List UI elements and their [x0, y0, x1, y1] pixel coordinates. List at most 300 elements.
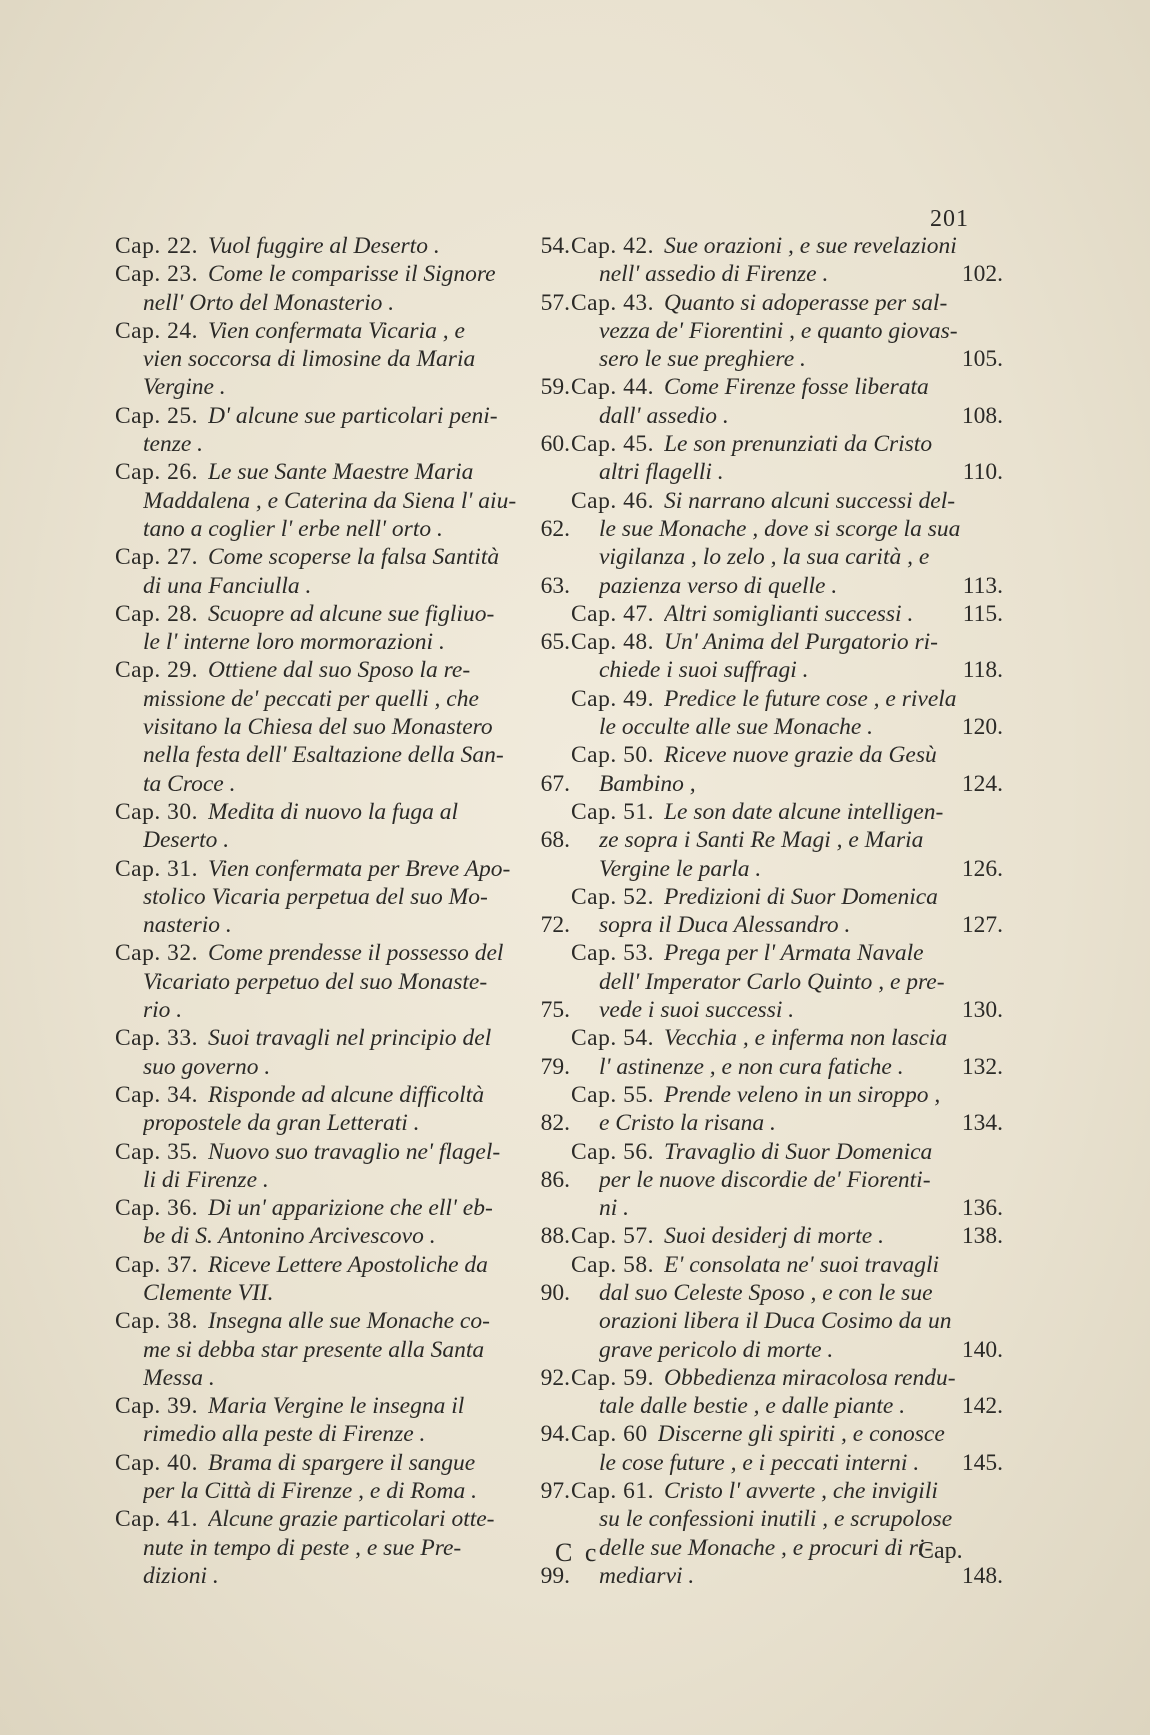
toc-line — [571, 1194, 1003, 1222]
chapter-title-continued: tenze . — [143, 431, 204, 458]
toc-entry — [115, 1251, 570, 1308]
chapter-number: Cap. 50. — [571, 742, 654, 769]
page-reference: 105. — [961, 346, 1003, 373]
page-reference: 136. — [961, 1195, 1003, 1222]
chapter-title-continued: le occulte alle sue Monache . — [599, 714, 874, 741]
chapter-title: Nuovo suo travaglio ne' flagel- — [207, 1138, 501, 1165]
toc-entry — [115, 656, 570, 797]
toc-line — [571, 656, 1003, 684]
toc-line — [115, 1364, 570, 1392]
chapter-title: Vien confermata Vicaria , e — [207, 317, 465, 344]
toc-line — [115, 1477, 570, 1505]
chapter-title-continued: su le confessioni inutili , e scrupolose — [599, 1506, 953, 1533]
page-reference: 68. — [540, 827, 570, 854]
chapter-number: Cap. 26. — [115, 459, 198, 486]
chapter-title: Quanto si adoperasse per sal- — [663, 289, 948, 316]
toc-line — [115, 713, 570, 741]
chapter-title-continued: tale dalle bestie , e dalle piante . — [599, 1393, 906, 1420]
toc-line — [115, 968, 570, 996]
toc-line — [571, 685, 1003, 713]
toc-entry — [571, 741, 1003, 798]
chapter-title-continued: vezza de' Fiorentini , e quanto giovas- — [599, 317, 958, 344]
chapter-number: Cap. 30. — [115, 798, 198, 825]
toc-line — [115, 770, 570, 798]
chapter-title-continued: visitano la Chiesa del suo Monastero — [143, 714, 493, 741]
toc-line — [571, 1336, 1003, 1364]
toc-line — [571, 600, 1003, 628]
toc-line — [115, 685, 570, 713]
chapter-title: Prega per l' Armata Navale — [663, 940, 924, 967]
chapter-title-continued: di una Fanciulla . — [143, 572, 312, 599]
page-reference: 79. — [540, 1053, 570, 1080]
chapter-number: Cap. 40. — [115, 1449, 198, 1476]
toc-line — [571, 1024, 1003, 1052]
chapter-title: Ottiene dal suo Sposo la re- — [207, 657, 471, 684]
chapter-number: Cap. 29. — [115, 657, 198, 684]
toc-line — [571, 628, 1003, 656]
chapter-title: Suoi desiderj di morte . — [663, 1223, 884, 1250]
toc-entry — [115, 1081, 570, 1138]
chapter-title: Alcune grazie particolari otte- — [207, 1506, 495, 1533]
chapter-title-continued: propostele da gran Letterati . — [143, 1110, 420, 1137]
toc-line — [115, 1081, 570, 1109]
toc-line — [571, 1138, 1003, 1166]
toc-line — [571, 430, 1003, 458]
chapter-title-continued: le cose future , e i peccati interni . — [599, 1449, 920, 1476]
toc-entry — [571, 600, 1003, 628]
toc-line — [115, 572, 570, 600]
chapter-title: Come prendesse il possesso del — [207, 940, 504, 967]
chapter-title-continued: Deserto . — [143, 827, 230, 854]
page-reference: 120. — [961, 714, 1003, 741]
chapter-title-continued: per le nuove discordie de' Fiorenti- — [599, 1166, 931, 1193]
toc-line — [571, 1420, 1003, 1448]
toc-line — [115, 289, 570, 317]
chapter-number: Cap. 37. — [115, 1251, 198, 1278]
toc-line — [571, 1364, 1003, 1392]
chapter-title-continued: vede i suoi successi . — [599, 997, 795, 1024]
chapter-number: Cap. 48. — [571, 629, 654, 656]
chapter-title: Insegna alle sue Monache co- — [207, 1308, 490, 1335]
toc-line — [115, 883, 570, 911]
toc-entry — [571, 1222, 1003, 1250]
chapter-number: Cap. 44. — [571, 374, 654, 401]
chapter-title: Brama di spargere il sangue — [207, 1449, 476, 1476]
toc-line — [571, 1053, 1003, 1081]
toc-entry — [115, 1138, 570, 1195]
chapter-number: Cap. 42. — [571, 233, 654, 259]
page-reference: 130. — [961, 997, 1003, 1024]
chapter-number: Cap. 47. — [571, 600, 654, 627]
chapter-number: Cap. 51. — [571, 798, 654, 825]
toc-entry — [571, 798, 1003, 883]
toc-line — [571, 487, 1003, 515]
chapter-title-continued: dal suo Celeste Sposo , e con le sue — [599, 1279, 933, 1306]
toc-entry — [571, 883, 1003, 940]
page-reference: 140. — [961, 1336, 1003, 1363]
chapter-title-continued: Maddalena , e Caterina da Siena l' aiu- — [143, 487, 517, 514]
chapter-title-continued: pazienza verso di quelle . — [599, 572, 838, 599]
chapter-title: Travaglio di Suor Domenica — [663, 1138, 933, 1165]
page-reference: 118. — [962, 657, 1003, 684]
toc-line — [571, 1166, 1003, 1194]
chapter-title-continued: vien soccorsa di limosine da Maria — [143, 346, 476, 373]
toc-line — [115, 1505, 570, 1533]
chapter-title-continued: be di S. Antonino Arcivescovo . — [143, 1223, 436, 1250]
toc-line — [115, 1392, 570, 1420]
toc-line — [115, 656, 570, 684]
chapter-title-continued: grave pericolo di morte . — [599, 1336, 834, 1363]
chapter-title: Vien confermata per Breve Apo- — [207, 855, 511, 882]
chapter-title-continued: Bambino , — [599, 770, 696, 797]
page-reference: 75. — [540, 997, 570, 1024]
toc-line — [571, 1562, 1003, 1590]
chapter-number: Cap. 28. — [115, 600, 198, 627]
chapter-title: Riceve Lettere Apostoliche da — [207, 1251, 488, 1278]
chapter-title: Scuopre ad alcune sue figliuo- — [207, 600, 495, 627]
chapter-title-continued: nella festa dell' Esaltazione della San- — [143, 742, 504, 769]
chapter-title: Maria Vergine le insegna il — [207, 1393, 465, 1420]
toc-line — [571, 373, 1003, 401]
chapter-number: Cap. 49. — [571, 685, 654, 712]
toc-entry — [571, 232, 1003, 289]
page-reference: 124. — [961, 770, 1003, 797]
chapter-title: Si narrano alcuni successi del- — [663, 487, 956, 514]
toc-entry — [571, 289, 1003, 374]
toc-line — [571, 1279, 1003, 1307]
right-column — [571, 232, 1003, 1590]
chapter-title-continued: le sue Monache , dove si scorge la sua — [599, 515, 961, 542]
chapter-number: Cap. 53. — [571, 940, 654, 967]
chapter-title: Le sue Sante Maestre Maria — [207, 459, 474, 486]
page-reference: 86. — [540, 1166, 570, 1193]
page-reference: 115. — [962, 600, 1003, 627]
toc-line — [115, 1109, 570, 1137]
page-reference: 67. — [540, 770, 570, 797]
chapter-number: Cap. 25. — [115, 402, 198, 429]
toc-entry — [571, 1477, 1003, 1590]
toc-entry — [115, 1449, 570, 1506]
toc-entry — [571, 1024, 1003, 1081]
chapter-title: Prende veleno in un siroppo , — [663, 1081, 941, 1108]
toc-line — [571, 1505, 1003, 1533]
toc-line — [571, 968, 1003, 996]
page-reference: 57. — [540, 289, 570, 316]
chapter-number: Cap. 24. — [115, 317, 198, 344]
chapter-title: D' alcune sue particolari peni- — [207, 402, 498, 429]
toc-line — [115, 260, 570, 288]
page-reference: 99. — [540, 1562, 570, 1589]
page-number: 201 — [930, 206, 969, 232]
toc-line — [115, 232, 570, 260]
toc-line — [571, 1251, 1003, 1279]
toc-line — [115, 458, 570, 486]
toc-line — [571, 289, 1003, 317]
toc-line — [115, 1194, 570, 1222]
page-reference: 97. — [540, 1478, 570, 1505]
page-reference: 94. — [540, 1421, 570, 1448]
chapter-number: Cap. 58. — [571, 1251, 654, 1278]
page-reference: 102. — [961, 261, 1003, 288]
chapter-title-continued: Vicariato perpetuo del suo Monaste- — [143, 968, 488, 995]
toc-entry — [115, 1024, 570, 1081]
page-reference: 59. — [540, 374, 570, 401]
page-reference: 142. — [961, 1393, 1003, 1420]
toc-line — [115, 741, 570, 769]
chapter-number: Cap. 46. — [571, 487, 654, 514]
chapter-number: Cap. 41. — [115, 1506, 198, 1533]
toc-line — [571, 996, 1003, 1024]
toc-line — [571, 515, 1003, 543]
toc-line — [571, 1449, 1003, 1477]
toc-line — [571, 232, 1003, 260]
chapter-number: Cap. 61. — [571, 1478, 654, 1505]
toc-line — [115, 798, 570, 826]
toc-line — [571, 1222, 1003, 1250]
toc-line — [115, 600, 570, 628]
chapter-number: Cap. 55. — [571, 1081, 654, 1108]
chapter-title: Discerne gli spiriti , e conosce — [657, 1421, 945, 1448]
chapter-title: Predizioni di Suor Domenica — [663, 883, 938, 910]
toc-line — [115, 543, 570, 571]
chapter-title-continued: per la Città di Firenze , e di Roma . — [143, 1478, 477, 1505]
chapter-title-continued: mediarvi . — [599, 1562, 695, 1589]
toc-line — [571, 1307, 1003, 1335]
catchword: Cap. — [918, 1538, 963, 1564]
toc-line — [571, 911, 1003, 939]
toc-line — [571, 798, 1003, 826]
page-reference: 88. — [540, 1223, 570, 1250]
chapter-title-continued: nell' assedio di Firenze . — [599, 261, 829, 288]
toc-line — [115, 1166, 570, 1194]
chapter-title-continued: ni . — [599, 1195, 630, 1222]
toc-entry — [115, 1307, 570, 1392]
page-reference: 63. — [540, 572, 570, 599]
toc-line — [571, 826, 1003, 854]
chapter-number: Cap. 33. — [115, 1025, 198, 1052]
toc-line — [115, 996, 570, 1024]
chapter-title-continued: dall' assedio . — [599, 402, 729, 429]
chapter-number: Cap. 59. — [571, 1364, 654, 1391]
toc-line — [571, 345, 1003, 373]
chapter-title-continued: ta Croce . — [143, 770, 236, 797]
chapter-title-continued: sero le sue preghiere . — [599, 346, 806, 373]
chapter-number: Cap. 27. — [115, 544, 198, 571]
chapter-number: Cap. 56. — [571, 1138, 654, 1165]
chapter-title: Di un' apparizione che ell' eb- — [207, 1195, 493, 1222]
page-reference: 92. — [540, 1364, 570, 1391]
toc-entry — [571, 1251, 1003, 1364]
chapter-title-continued: rio . — [143, 997, 183, 1024]
chapter-title-continued: Vergine le parla . — [599, 855, 762, 882]
left-column — [115, 232, 570, 1590]
chapter-number: Cap. 43. — [571, 289, 654, 316]
toc-line — [571, 939, 1003, 967]
chapter-number: Cap. 22. — [115, 233, 198, 259]
chapter-title-continued: delle sue Monache , e procuri di ri- — [599, 1534, 933, 1561]
toc-entry — [571, 373, 1003, 430]
toc-line — [115, 1307, 570, 1335]
chapter-title: Altri somiglianti successi . — [663, 600, 914, 627]
chapter-title: Un' Anima del Purgatorio ri- — [663, 629, 938, 656]
page-reference: 138. — [961, 1223, 1003, 1250]
page-reference: 132. — [961, 1053, 1003, 1080]
toc-line — [571, 543, 1003, 571]
chapter-number: Cap. 39. — [115, 1393, 198, 1420]
chapter-title: Obbedienza miracolosa rendu- — [663, 1364, 956, 1391]
page-reference: 108. — [961, 402, 1003, 429]
chapter-number: Cap. 57. — [571, 1223, 654, 1250]
toc-line — [571, 1477, 1003, 1505]
toc-line — [115, 855, 570, 883]
toc-entry — [115, 458, 570, 543]
chapter-title: Suoi travagli nel principio del — [207, 1025, 492, 1052]
toc-line — [115, 826, 570, 854]
toc-line — [115, 911, 570, 939]
toc-line — [115, 1279, 570, 1307]
toc-line — [115, 487, 570, 515]
toc-line — [115, 628, 570, 656]
chapter-number: Cap. 32. — [115, 940, 198, 967]
chapter-title: Vuol fuggire al Deserto . — [207, 233, 440, 259]
chapter-title-continued: altri flagelli . — [599, 459, 724, 486]
chapter-title-continued: nasterio . — [143, 912, 232, 939]
page-reference: 72. — [540, 912, 570, 939]
toc-entry — [571, 1138, 1003, 1223]
toc-entry — [115, 1194, 570, 1251]
toc-line — [115, 345, 570, 373]
page-reference: 65. — [540, 629, 570, 656]
toc-line — [115, 317, 570, 345]
chapter-title: Come le comparisse il Signore — [207, 261, 496, 288]
toc-line — [571, 713, 1003, 741]
chapter-number: Cap. 31. — [115, 855, 198, 882]
chapter-title-continued: stolico Vicaria perpetua del suo Mo- — [143, 883, 488, 910]
page-reference: 145. — [961, 1449, 1003, 1476]
toc-line — [571, 402, 1003, 430]
toc-line — [115, 373, 570, 401]
toc-entry — [571, 487, 1003, 600]
page-reference: 134. — [961, 1110, 1003, 1137]
page-reference: 90. — [540, 1279, 570, 1306]
chapter-title: Vecchia , e inferma non lascia — [663, 1025, 948, 1052]
toc-line — [571, 317, 1003, 345]
page-reference: 110. — [962, 459, 1003, 486]
toc-line — [115, 430, 570, 458]
chapter-title: Risponde ad alcune difficoltà — [207, 1081, 485, 1108]
chapter-title: Le son prenunziati da Cristo — [663, 431, 933, 458]
toc-entry — [115, 600, 570, 657]
chapter-title-continued: me si debba star presente alla Santa — [143, 1336, 485, 1363]
toc-entry — [115, 939, 570, 1024]
chapter-title: Predice le future cose , e rivela — [663, 685, 957, 712]
toc-entry — [115, 798, 570, 855]
chapter-number: Cap. 45. — [571, 431, 654, 458]
printer-signature: C c — [555, 1538, 600, 1567]
page-reference: 82. — [540, 1110, 570, 1137]
toc-entry — [571, 1081, 1003, 1138]
toc-line — [115, 1336, 570, 1364]
chapter-title-continued: dell' Imperator Carlo Quinto , e pre- — [599, 968, 945, 995]
toc-line — [571, 855, 1003, 883]
toc-line — [571, 883, 1003, 911]
toc-line — [115, 1053, 570, 1081]
toc-entry — [571, 1420, 1003, 1477]
chapter-title: Cristo l' avverte , che invigili — [663, 1478, 938, 1505]
chapter-number: Cap. 35. — [115, 1138, 198, 1165]
chapter-title-continued: Messa . — [143, 1364, 215, 1391]
toc-line — [115, 1138, 570, 1166]
chapter-title: E' consolata ne' suoi travagli — [663, 1251, 940, 1278]
toc-entry — [115, 1505, 570, 1590]
chapter-number: Cap. 23. — [115, 261, 198, 288]
toc-line — [115, 1251, 570, 1279]
chapter-number: Cap. 60 — [571, 1421, 648, 1448]
chapter-title-continued: sopra il Duca Alessandro . — [599, 912, 851, 939]
toc-line — [571, 770, 1003, 798]
chapter-title-continued: li di Firenze . — [143, 1166, 269, 1193]
toc-entry — [115, 543, 570, 600]
toc-entry — [571, 430, 1003, 487]
chapter-title-continued: l' astinenze , e non cura fatiche . — [599, 1053, 904, 1080]
page-reference: 54. — [540, 233, 570, 259]
chapter-title-continued: Clemente VII. — [143, 1279, 274, 1306]
toc-line — [115, 402, 570, 430]
toc-line — [571, 260, 1003, 288]
toc-line — [115, 1222, 570, 1250]
chapter-number: Cap. 34. — [115, 1081, 198, 1108]
toc-entry — [115, 317, 570, 402]
toc-line — [571, 1109, 1003, 1137]
chapter-number: Cap. 54. — [571, 1025, 654, 1052]
toc-entry — [115, 260, 570, 317]
chapter-title-continued: ze sopra i Santi Re Magi , e Maria — [599, 827, 924, 854]
chapter-title: Come scoperse la falsa Santità — [207, 544, 500, 571]
chapter-title: Le son date alcune intelligen- — [663, 798, 944, 825]
toc-line — [115, 1420, 570, 1448]
toc-line — [571, 458, 1003, 486]
page-reference: 60. — [540, 431, 570, 458]
page-reference: 62. — [540, 515, 570, 542]
toc-line — [571, 1081, 1003, 1109]
chapter-title-continued: le l' interne loro mormorazioni . — [143, 629, 445, 656]
toc-line — [571, 572, 1003, 600]
chapter-title-continued: nell' Orto del Monasterio . — [143, 289, 395, 316]
toc-line — [115, 1534, 570, 1562]
chapter-number: Cap. 38. — [115, 1308, 198, 1335]
chapter-title-continued: missione de' peccati per quelli , che — [143, 685, 479, 712]
toc-line — [571, 1392, 1003, 1420]
toc-entry — [115, 855, 570, 940]
toc-entry — [115, 1392, 570, 1449]
chapter-title: Sue orazioni , e sue revelazioni — [663, 233, 957, 259]
chapter-title-continued: orazioni libera il Duca Cosimo da un — [599, 1308, 952, 1335]
chapter-title-continued: dizioni . — [143, 1562, 219, 1589]
toc-line — [115, 1449, 570, 1477]
chapter-title: Medita di nuovo la fuga al — [207, 798, 458, 825]
chapter-title-continued: rimedio alla peste di Firenze . — [143, 1421, 426, 1448]
toc-entry — [571, 628, 1003, 685]
chapter-title-continued: e Cristo la risana . — [599, 1110, 776, 1137]
page-reference: 148. — [961, 1562, 1003, 1589]
toc-line — [571, 741, 1003, 769]
chapter-title-continued: tano a coglier l' erbe nell' orto . — [143, 515, 443, 542]
page-reference: 126. — [961, 855, 1003, 882]
chapter-title: Come Firenze fosse liberata — [663, 374, 929, 401]
toc-line — [115, 1024, 570, 1052]
toc-entry — [115, 402, 570, 459]
page-reference: 127. — [961, 912, 1003, 939]
